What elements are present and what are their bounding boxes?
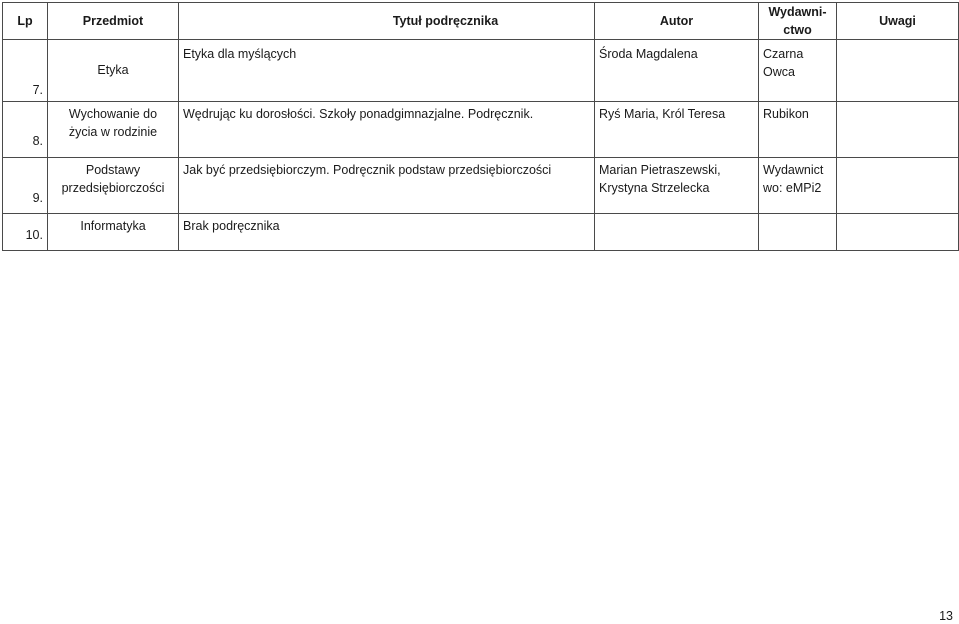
row-notes [837, 214, 959, 251]
row-title: Etyka dla myślących [179, 40, 595, 102]
row-lp: 7. [3, 40, 48, 102]
row-title: Jak być przedsiębiorczym. Podręcznik podstaw przedsiębiorczości [179, 158, 595, 214]
table-row [3, 158, 959, 214]
header-publisher-line2: ctwo [783, 23, 812, 37]
row-lp: 8. [3, 102, 48, 158]
row-title: Brak podręcznika [179, 214, 595, 251]
row-author [595, 40, 759, 102]
row-publisher [759, 214, 837, 251]
row-subject-line: Podstawy [85, 163, 141, 177]
row-author [595, 214, 759, 251]
row-title: Wędrując ku dorosłości. Szkoły ponadgimnazjalne. Podręcznik. [179, 102, 595, 158]
header-author: Autor [595, 3, 759, 40]
row-publisher-line: Owca [763, 65, 795, 79]
row-publisher-line: Wydawnict [763, 163, 824, 177]
header-row [3, 3, 959, 40]
row-subject-line: Informatyka [80, 219, 146, 233]
row-publisher [759, 102, 837, 158]
row-author-line: Krystyna Strzelecka [599, 181, 710, 195]
header-title: Tytuł podręcznika [179, 3, 595, 40]
table-row [3, 102, 959, 158]
row-publisher-line: Rubikon [763, 107, 809, 121]
table-row [3, 214, 959, 251]
row-author [595, 102, 759, 158]
row-subject-line: Wychowanie do [68, 107, 158, 121]
row-author [595, 158, 759, 214]
header-publisher-line1: Wydawni- [768, 5, 827, 19]
header-publisher [759, 3, 837, 40]
header-subject: Przedmiot [48, 3, 179, 40]
row-subject-line: przedsiębiorczości [61, 181, 165, 195]
row-author-line: Marian Pietraszewski, [599, 163, 721, 177]
header-notes: Uwagi [837, 3, 959, 40]
row-subject [48, 40, 179, 102]
row-subject [48, 102, 179, 158]
row-publisher-line: Czarna [763, 47, 804, 61]
row-author-line: Ryś Maria, Król Teresa [599, 107, 726, 121]
row-subject-line: życia w rodzinie [68, 125, 158, 139]
row-publisher [759, 158, 837, 214]
row-publisher-line: wo: eMPi2 [763, 181, 822, 195]
textbook-table [2, 2, 959, 251]
row-notes [837, 102, 959, 158]
row-notes [837, 40, 959, 102]
row-lp: 9. [3, 158, 48, 214]
row-author-line: Środa Magdalena [599, 47, 698, 61]
row-subject [48, 158, 179, 214]
row-subject [48, 214, 179, 251]
row-lp: 10. [3, 214, 48, 251]
page-number: 13 [939, 609, 953, 623]
row-publisher [759, 40, 837, 102]
table-row [3, 40, 959, 102]
row-subject-line: Etyka [97, 62, 129, 77]
row-notes [837, 158, 959, 214]
header-lp: Lp [3, 3, 48, 40]
